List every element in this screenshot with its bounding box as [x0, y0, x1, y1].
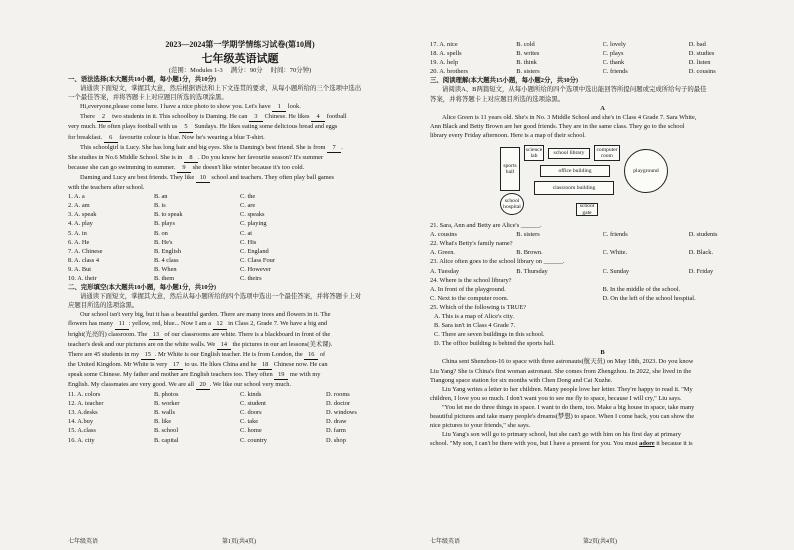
- passage-text: two students in it. This schoolboy is Daming. He can: [110, 113, 250, 121]
- question-stem: 21. Sara, Ann and Betty are Alice's ______.: [430, 222, 542, 230]
- blank-number: 13: [149, 330, 163, 340]
- blank-number: 5: [179, 122, 193, 132]
- passage-text: bright(光亮的) classroom. The: [68, 330, 149, 338]
- option-row: [430, 49, 775, 58]
- option: C. kinds: [240, 391, 262, 399]
- instruction-line: 答案，并将答题卡上对应题目所选的选项涂黑。: [430, 95, 565, 103]
- passage-text: look.: [286, 103, 301, 111]
- question-stem: 22. What's Betty's family name?: [430, 240, 513, 248]
- part1-options: [68, 192, 412, 283]
- instruction-line: 一个最佳答案，并将答题卡上对应题目所选的选项涂黑。: [68, 94, 228, 102]
- passage-b-last-post: it because it is: [654, 440, 693, 448]
- map-office-building: office building: [540, 165, 610, 177]
- passage-text: Ann Black and Betty Brown are her good friends. They are in the same class. They go to the school: [430, 122, 685, 130]
- option: B. an: [154, 193, 168, 201]
- option-row: [68, 256, 412, 265]
- passage-text: football: [325, 113, 347, 121]
- footer-right-label: 七年级英语: [430, 539, 461, 545]
- option: B. Thursday: [516, 267, 548, 275]
- passage-text: for breakfast.: [68, 133, 104, 141]
- part1-heading: 一、语法选择(本大题共10小题，每小题1分，共10分): [68, 76, 217, 83]
- option: 3. A. speak: [68, 211, 97, 219]
- passage-b-label: B: [600, 349, 605, 357]
- option: B. walls: [154, 409, 175, 417]
- passage-a-label: A: [600, 104, 605, 112]
- part3-instructions: [430, 85, 775, 103]
- option: A. cousins: [430, 231, 457, 239]
- passage-text: because she can go swimming in summer.: [68, 163, 177, 171]
- passage-text: favourite colour is blue. Now he's wearing a blue T-shirt.: [117, 133, 265, 141]
- option: C. student: [240, 400, 266, 408]
- passage-text: Chinese now. He can: [272, 360, 328, 368]
- footer-left-label: 七年级英语: [68, 539, 99, 545]
- option: C. Class Four: [240, 256, 275, 264]
- passage-text: "You let me do three things in space. I want to do them, too. Make a big house in space, take many: [442, 403, 695, 411]
- option: C. His: [240, 238, 257, 246]
- blank-number: 16: [304, 350, 318, 360]
- passage-line: [68, 360, 412, 370]
- option: B. 4 class: [154, 256, 179, 264]
- exam-score: 满分：90分: [230, 67, 263, 74]
- part2-instructions: [68, 292, 412, 310]
- option: B. think: [516, 59, 537, 67]
- left-column: [68, 0, 412, 550]
- passage-text: beautiful pictures and take many people's dreams(梦想) to space. When I come back, you can show the: [430, 413, 695, 420]
- map-sports-hall: sports hall: [500, 147, 520, 191]
- map-science-lab: science lab: [525, 146, 543, 160]
- map-school-hospital: school hospital: [500, 193, 524, 215]
- map-school-library: school library: [548, 148, 590, 159]
- passage-text: Daming and Lucy are best friends. They like: [80, 173, 196, 181]
- option: D. Black.: [688, 249, 714, 257]
- option-row: [430, 248, 775, 257]
- passage-text: China sent Shenzhou-16 to space with three astronauts(航天员) on May 18th, 2023. Do you know: [442, 358, 694, 366]
- option: C. take: [240, 418, 259, 426]
- option: 6. A. He: [68, 238, 90, 246]
- passage-text: There: [80, 113, 97, 121]
- exam-time: 时间：70分钟): [270, 67, 312, 74]
- option: D. students: [688, 231, 718, 239]
- option-row: [68, 408, 412, 417]
- exam-title: 2023—2024第一学期学情练习试卷(第10周): [165, 40, 315, 49]
- option-row: [68, 274, 412, 283]
- passage-text: the United Kingdom. Mr White is very: [68, 360, 170, 368]
- passage-a-questions: [430, 221, 775, 276]
- option-row: [68, 192, 412, 201]
- passage-line: [68, 350, 412, 360]
- passage-text: Hi,everyone,please come here. I have a nice photo to show you. Let's have: [80, 103, 273, 111]
- question-25: 25. Which of the following is TRUE?: [430, 303, 527, 311]
- passage-b-last-pre: school. "My son, I can't be there with you, but I have a present for you. You must: [430, 440, 640, 448]
- passage-text: she doesn't like winter because it's too cold.: [190, 163, 305, 171]
- part1-instructions: [68, 84, 412, 102]
- option: C. friends: [602, 68, 628, 76]
- option: C. However: [240, 265, 271, 273]
- option-row: [430, 40, 775, 49]
- blank-number: 17: [169, 360, 183, 370]
- passage-text: Sundays. He likes eating some delicious bread and eggs: [192, 123, 338, 131]
- option: C. country: [240, 436, 267, 444]
- option: B. Brown.: [516, 249, 543, 257]
- option: C. Sunday: [602, 267, 630, 275]
- part2-options-continued: [430, 40, 775, 76]
- blank-number: 1: [272, 102, 286, 112]
- option: 10. A. their: [68, 274, 97, 282]
- option: D. listen: [688, 59, 711, 67]
- q25-option-c: C. There are seven buildings in this school.: [434, 331, 545, 339]
- option: C. home: [240, 427, 262, 435]
- option: 2. A. am: [68, 202, 90, 210]
- passage-text: library every Friday afternoon. Here is a map of their school.: [430, 131, 586, 139]
- passage-text: nice pictures to your friends," she says.: [430, 422, 531, 430]
- option: C. speaks: [240, 211, 265, 219]
- instruction-line: 请阅读A、B两篇短文，从每小题所给的四个选项中选出能回答所提问题或完成所给句子的最佳: [442, 86, 707, 94]
- passage-line: [430, 412, 775, 421]
- passage-text: the pictures in our art lessons(美术课).: [230, 340, 333, 348]
- map-playground: playground: [624, 149, 668, 193]
- option: D. draw: [326, 418, 347, 426]
- passage-text: in Class 2, Grade 7. We have a big and: [226, 320, 328, 328]
- q24-option-c: C. Next to the computer room.: [430, 294, 509, 302]
- option: 16. A. city: [68, 436, 95, 444]
- option-row: [68, 265, 412, 274]
- blank-number: 18: [258, 360, 272, 370]
- part2-heading: 二、完形填空(本大题共10小题，每小题1分，共10分): [68, 284, 217, 292]
- passage-text: me with my: [288, 370, 321, 378]
- passage-text: : yellow, red, blue... Now I am a: [128, 320, 213, 328]
- passage-text: children, I love you so much. I don't want you to see me fly to space, because I will cry," Liu says.: [430, 394, 682, 402]
- passage-text: .: [341, 143, 343, 151]
- option: 5. A. in: [68, 229, 87, 237]
- q25-option-b: B. Sara isn't in Class 4 Grade 7.: [434, 322, 516, 330]
- blank-number: 3: [249, 112, 263, 122]
- option-row: [68, 399, 412, 408]
- option-row: [430, 267, 775, 276]
- passage-b: [430, 357, 775, 439]
- passage-text: . Do you know her favourite season? It's summer: [197, 153, 324, 161]
- blank-number: 20: [196, 380, 210, 390]
- option-row: [68, 247, 412, 256]
- passage-line: [68, 340, 412, 350]
- map-computer-room: computer room: [594, 145, 620, 161]
- option-row: [68, 390, 412, 399]
- q24-option-a: A. In front of the playground.: [430, 285, 506, 293]
- option: B. English: [154, 247, 181, 255]
- option: 14. A.buy: [68, 418, 94, 426]
- blank-number: 10: [196, 173, 210, 183]
- exam-meta: [68, 66, 412, 75]
- question-24-options-row2: [430, 294, 775, 303]
- option: 8. A. class 4: [68, 256, 100, 264]
- passage-text: Alice Green is 11 years old. She's in No. 3 Middle School and she's in Class 4 Grade 7. Sara White,: [442, 113, 697, 121]
- passage-text: She studies in No.6 Middle School. She is in: [68, 153, 184, 161]
- blank-number: 2: [97, 112, 111, 122]
- passage-text: Our school isn't very big, but it has a beautiful garden. There are many trees and flowers in it. The: [80, 311, 331, 319]
- passage-line: [430, 122, 775, 131]
- option: D. windows: [326, 409, 357, 417]
- blank-number: 14: [217, 340, 231, 350]
- blank-number: 6: [104, 133, 118, 143]
- passage-line: [430, 421, 775, 430]
- option: B. worker: [154, 400, 180, 408]
- question-24: 24. Where is the school library?: [430, 276, 512, 284]
- option: D. doctor: [326, 400, 351, 408]
- option: D. shop: [326, 436, 346, 444]
- passage-line: [68, 122, 412, 132]
- option: C. thank: [602, 59, 625, 67]
- part2-options: [68, 390, 412, 445]
- option-row: [430, 67, 775, 76]
- passage-line: [430, 394, 775, 403]
- passage-line: [68, 330, 412, 340]
- option: 13. A.desks: [68, 409, 98, 417]
- option: B. When: [154, 265, 177, 273]
- option: C. friends: [602, 231, 628, 239]
- passage-text: . Mr White is our English teacher. He is from London, the: [154, 350, 305, 358]
- passage-line: [68, 143, 412, 153]
- option: 1. A. a: [68, 193, 85, 201]
- right-column: [430, 0, 775, 550]
- option-row: [68, 436, 412, 445]
- option-row: [68, 426, 412, 435]
- option-row: [430, 58, 775, 67]
- passage-line: [68, 153, 412, 163]
- passage-text: teacher's desk and our pictures are on the white walls. We: [68, 340, 217, 348]
- option: C. plays: [602, 50, 624, 58]
- passage-line: [68, 380, 412, 390]
- passage-text: school and teachers. They often play ball games: [209, 173, 335, 181]
- q24-option-b: B. In the middle of the school.: [602, 285, 681, 293]
- option: B. sisters: [516, 68, 540, 76]
- option: C. White.: [602, 249, 628, 257]
- option: C. playing: [240, 220, 267, 228]
- option: 17. A. nice: [430, 41, 458, 48]
- option: 20. A. brothers: [430, 68, 468, 76]
- passage-text: . We like our school very much.: [209, 381, 292, 388]
- option: A. Green.: [430, 249, 456, 257]
- passage-line: [68, 112, 412, 122]
- passage-line: [430, 131, 775, 140]
- option-row: [68, 219, 412, 228]
- passage-text: Liu Yang? She is China's first woman astronaut. She comes from Zhengzhou. In 2022, she lived in the: [430, 367, 692, 375]
- blank-number: 12: [213, 319, 227, 329]
- option: D. Friday: [688, 267, 714, 275]
- passage-line: [430, 357, 775, 366]
- option: B. He's: [154, 238, 173, 246]
- passage-text: with the teachers after school.: [68, 184, 145, 192]
- option: 9. A. But: [68, 265, 92, 273]
- q25-option-a: A. This is a map of Alice's city.: [434, 312, 514, 320]
- option: D. bad: [688, 41, 706, 48]
- part2-passage: [68, 310, 412, 390]
- instruction-line: 应题目所选的选项涂黑。: [68, 302, 139, 310]
- option: B. them: [154, 274, 175, 282]
- option: 7. A. Chinese: [68, 247, 103, 255]
- passage-text: Liu Yang's son will go to primary school, but she can't go with him on his first day at primary: [442, 431, 681, 439]
- passage-text: speak some Chinese. My father and mother are English teachers too. They often: [68, 370, 275, 378]
- option: 11. A. colors: [68, 391, 101, 399]
- blank-number: 15: [141, 350, 155, 360]
- passage-text: English. My classmates are very good. We are all: [68, 381, 196, 388]
- blank-number: 11: [115, 319, 129, 329]
- blank-number: 4: [311, 112, 325, 122]
- passage-line: [68, 370, 412, 380]
- option: B. school: [154, 427, 179, 435]
- option-row: [68, 238, 412, 247]
- passage-line: [68, 102, 412, 112]
- option-row: [68, 229, 412, 238]
- passage-line: [430, 385, 775, 394]
- option: B. on: [154, 229, 168, 237]
- option: B. plays: [154, 220, 175, 228]
- option: A. Tuesday: [430, 267, 460, 275]
- map-school-gate: school gate: [576, 203, 598, 216]
- passage-text: flowers has many: [68, 320, 115, 328]
- option: B. sisters: [516, 231, 540, 239]
- option-row: [430, 230, 775, 239]
- option: B. to speak: [154, 211, 183, 219]
- passage-b-underlined-word: adore: [639, 440, 655, 448]
- option: C. doors: [240, 409, 262, 417]
- option: C. at: [240, 229, 253, 237]
- footer-right-page: 第2页(共4页): [583, 539, 617, 545]
- option: C. England: [240, 247, 269, 255]
- part3-heading: 三、阅读理解(本大题共15小题，每小题2分，共30分): [430, 77, 579, 85]
- option: 15. A.class: [68, 427, 96, 435]
- passage-text: Chinese. He likes: [263, 113, 312, 121]
- option: 18. A. spells: [430, 50, 462, 58]
- passage-text: Tiangong space station for six months with Chen Dong and Cai Xuzhe.: [430, 376, 613, 384]
- passage-line: [430, 430, 775, 439]
- option: D. rooms: [326, 391, 350, 399]
- option: B. like: [154, 418, 172, 426]
- part1-passage: [68, 102, 412, 192]
- option: D. studies: [688, 50, 715, 58]
- passage-line: [430, 113, 775, 122]
- option-row: [68, 201, 412, 210]
- passage-text: of: [318, 350, 326, 358]
- option: B. writes: [516, 50, 540, 58]
- option: D. cousins: [688, 68, 716, 76]
- passage-text: There are 45 students in my: [68, 350, 141, 358]
- instruction-line: 请通读下面短文，掌握其大意，然后根据语法和上下文连贯的要求，从每小题所给的三个选项中选出: [80, 85, 362, 93]
- blank-number: 8: [184, 153, 198, 163]
- passage-line: [430, 376, 775, 385]
- passage-line: [430, 403, 775, 412]
- passage-text: Liu Yang writes a letter to her children. Many people love her letter. They're happy to read it. "My: [442, 385, 693, 393]
- passage-text: to us. He likes China and he: [183, 360, 259, 368]
- option-row: [68, 417, 412, 426]
- q24-option-d: D. On the left of the school hospital.: [602, 294, 696, 302]
- option: B. photos: [154, 391, 179, 399]
- passage-line: [68, 173, 412, 183]
- blank-number: 19: [274, 370, 288, 380]
- option: 19. A. help: [430, 59, 459, 67]
- option: B. cold: [516, 41, 535, 48]
- option: B. is: [154, 202, 166, 210]
- passage-line: [68, 133, 412, 143]
- blank-number: 7: [327, 143, 341, 153]
- exam-subtitle: 七年级英语试题: [201, 53, 279, 65]
- passage-line: [68, 310, 412, 319]
- q25-option-d: D. The office building is behind the sports hall.: [434, 340, 555, 348]
- blank-number: 9: [177, 163, 191, 173]
- option: C. lovely: [602, 41, 626, 48]
- option: C. the: [240, 193, 256, 201]
- passage-line: [68, 319, 412, 329]
- option-row: [68, 210, 412, 219]
- map-classroom-building: classroom building: [534, 181, 614, 195]
- option: D. farm: [326, 427, 346, 435]
- passage-line: [68, 183, 412, 192]
- footer-left-page: 第1页(共4页): [222, 539, 256, 545]
- passage-text: of our classrooms are white. There is a blackboard in front of the: [162, 330, 331, 338]
- exam-scope: (范围：Modules 1-3: [168, 67, 223, 74]
- option: C. theirs: [240, 274, 262, 282]
- passage-line: [430, 367, 775, 376]
- option: 4. A. play: [68, 220, 93, 228]
- question-stem: 23. Alice often goes to the school library on ______.: [430, 258, 565, 266]
- option: 12. A. teacher: [68, 400, 104, 408]
- passage-line: [68, 163, 412, 173]
- question-24-options-row1: [430, 285, 775, 294]
- passage-b-last-line: [430, 439, 775, 448]
- passage-a: [430, 113, 775, 140]
- option: C. are: [240, 202, 256, 210]
- passage-text: very much. He often plays football with us: [68, 123, 179, 131]
- passage-text: This schoolgirl is Lucy. She has long hair and big eyes. She is Daming's best friend. She is from: [80, 143, 328, 151]
- option: B. capital: [154, 436, 179, 444]
- school-map: [500, 143, 670, 217]
- instruction-line: 请通读下面短文，掌握其大意，然后从每小题所给的四个选项中选出一个最佳答案，并将答题卡上对: [80, 293, 362, 301]
